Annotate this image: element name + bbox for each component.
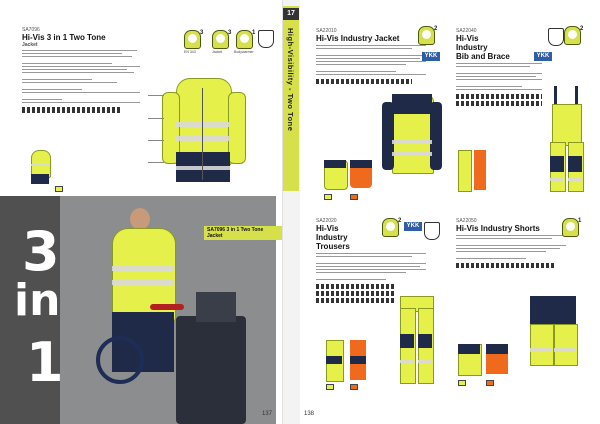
trousers-thumb-yellow [326, 340, 342, 380]
brand-logo: YKK [534, 52, 552, 61]
shield-icon [212, 30, 232, 49]
product-title-line: Hi-Vis [316, 224, 339, 233]
product-code: SA22040 [456, 28, 477, 34]
section-number: 17 [283, 8, 299, 20]
color-swatch [326, 384, 334, 390]
size-grid [22, 107, 122, 113]
jacket-3in1-info [22, 27, 142, 113]
photo-caption: SA7096 3 in 1 Two Tone Jacket [204, 226, 282, 240]
shield-icon [418, 26, 438, 45]
product-code: SA22020 [316, 218, 337, 224]
product-title: Hi-Vis Industry Shorts [456, 224, 540, 233]
bib-thumb-yellow [458, 150, 470, 190]
badge-number: 1 [578, 218, 582, 224]
bib-brace-info [456, 28, 548, 106]
product-subtitle: Jacket [22, 42, 38, 48]
jacket-image [162, 78, 244, 186]
callout-line [148, 140, 164, 141]
industry-jacket-info [316, 28, 432, 84]
callout-line [148, 95, 164, 96]
product-title-line: Bib and Brace [456, 52, 510, 61]
industry-jacket-image [382, 94, 442, 178]
shield-icon [236, 30, 256, 49]
page-number-left: 137 [262, 411, 273, 417]
badge-number: 2 [398, 218, 402, 224]
shield-icon [424, 222, 440, 240]
bib-brace-image [546, 86, 586, 194]
badge-number: 1 [252, 30, 256, 36]
product-title: Hi-Vis Industry Jacket [316, 34, 400, 43]
shield-icon [562, 218, 582, 237]
section-title: High-Visibility - Two Tone [286, 28, 295, 132]
product-title-line: Trousers [316, 242, 350, 251]
brand-logo: YKK [422, 52, 440, 61]
parka-thumb [28, 150, 52, 186]
big-word: in [14, 275, 61, 326]
badge-caption: EN 343 [184, 50, 196, 54]
shorts-thumb-yellow [458, 344, 480, 376]
big-number: 1 [26, 331, 64, 394]
shield-icon [184, 30, 204, 49]
big-number: 3 [22, 220, 60, 283]
product-code: SA22010 [316, 28, 337, 34]
product-title-line: Industry [456, 43, 488, 52]
product-code: SA22050 [456, 218, 477, 224]
jacket-thumb-orange [350, 160, 372, 190]
trousers-thumb-orange [350, 340, 366, 380]
left-page [0, 0, 282, 424]
right-page [300, 0, 600, 424]
product-title-line: Industry [316, 233, 348, 242]
spec-lines [22, 50, 142, 103]
jacket-thumb-yellow [324, 160, 346, 190]
badge-caption: Jacket [212, 50, 223, 54]
trousers-image [398, 296, 434, 384]
product-code: SA7096 [22, 27, 40, 33]
color-swatch [486, 380, 494, 386]
color-swatch [350, 384, 358, 390]
page-number-right: 138 [304, 411, 315, 417]
bib-thumb-orange [474, 150, 486, 190]
badge-number: 2 [434, 26, 438, 32]
badge-caption: Bodywarmer [234, 50, 254, 54]
product-title-line: Hi-Vis [456, 34, 479, 43]
color-swatch [458, 380, 466, 386]
shield-icon [548, 28, 564, 46]
color-swatch [55, 186, 63, 192]
color-swatch [324, 194, 332, 200]
shorts-image [528, 296, 578, 368]
care-icon [258, 30, 274, 48]
callout-line [148, 118, 164, 119]
section-tab [283, 6, 299, 191]
product-title: Hi-Vis 3 in 1 Two Tone [22, 33, 106, 42]
badge-number: 3 [200, 30, 204, 36]
shield-icon [382, 218, 402, 237]
brand-logo: YKK [404, 222, 422, 231]
shield-icon [564, 26, 584, 45]
shorts-thumb-orange [486, 344, 508, 376]
badge-number: 3 [228, 30, 232, 36]
badge-number: 2 [580, 26, 584, 32]
callout-line [148, 162, 164, 163]
color-swatch [350, 194, 358, 200]
shorts-info [456, 218, 574, 268]
